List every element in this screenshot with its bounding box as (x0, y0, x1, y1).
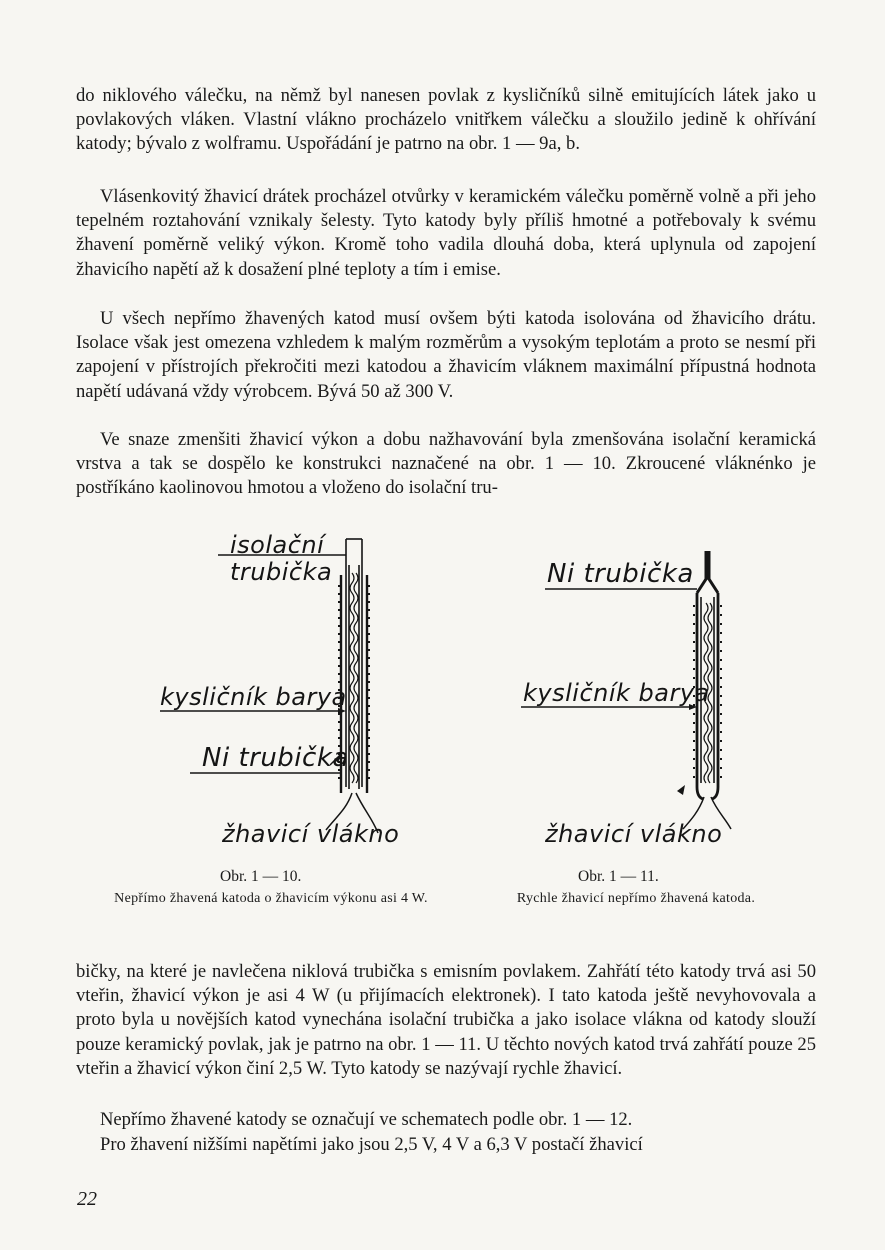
caption-number-1-11: Obr. 1 — 11. (578, 868, 659, 885)
label-barium-oxide: kysličník barya (523, 679, 710, 707)
paragraph-6: Nepřímo žhavené katody se označují ve schematech podle obr. 1 — 12. (100, 1109, 633, 1130)
paragraph-7: Pro žhavení nižšími napětími jako jsou 2,5 V, 4 V a 6,3 V postačí žhavicí (100, 1134, 643, 1155)
figure-1-11 (505, 525, 835, 848)
paragraph-4: Ve snaze zmenšiti žhavicí výkon a dobu nažhavování byla zmenšována isolační keramická vrstva a tak se dospělo ke konstrukci naznačené na obr. 1 — 10. Zkroucené vláknénko je postříkáno kaolinovou hmotou a vloženo do isolační tru- (76, 429, 816, 499)
paragraph-2: Vlásenkovitý žhavicí drátek procházel otvůrky v keramickém válečku poměrně volně a při jeho tepelném roztahování vznikaly šelesty. Tyto katody byly příliš hmotné a potřebovaly k svému žhavení poměrně veliký výkon. Kromě toho vadila dlouhá doba, která uplynula od zapojení žhavicího napětí až k dosažení plné teploty a tím i emise. (76, 186, 816, 280)
label-tube: trubička (230, 558, 333, 586)
label-ni-tube: Ni trubička (547, 559, 694, 589)
label-filament: žhavicí vlákno (222, 820, 400, 848)
paragraph-3: U všech nepřímo žhavených katod musí ovšem býti katoda isolována od žhavicího drátu. Isolace však jest omezena vzhledem k malým rozměrům a vysokým teplotám a proto se nesmí při zapojení v přístrojích překročiti mezi katodou a žhavicím vláknem maximální přípustná hodnota napětí udávaná vždy výrobcem. Bývá 50 až 300 V. (76, 308, 816, 402)
page-number: 22 (77, 1188, 97, 1210)
label-ni-tube: Ni trubička (202, 743, 349, 773)
label-isolation: isolační (230, 531, 325, 559)
caption-text-1-10: Nepřímo žhavená katoda o žhavicím výkonu asi 4 W. (114, 891, 428, 906)
paragraph-1: do niklového válečku, na němž byl nanesen povlak z kysličníků silně emitujících látek jako u povlakových vláken. Vlastní vlákno procházelo vnitřkem válečku a sloužilo jedině k ohřívání katody; bývalo z wolframu. Uspořádání je patrno na obr. 1 — 9a, b. (76, 85, 816, 155)
label-barium-oxide: kysličník barya (160, 683, 347, 711)
caption-number-1-10: Obr. 1 — 10. (220, 868, 302, 885)
label-filament: žhavicí vlákno (545, 820, 723, 848)
figure-1-10 (150, 525, 550, 848)
caption-text-1-11: Rychle žhavicí nepřímo žhavená katoda. (516, 891, 756, 906)
paragraph-5: bičky, na které je navlečena niklová trubička s emisním povlakem. Zahřátí této katody trvá asi 50 vteřin, žhavicí výkon je asi 4 W (u přijímacích elektronek). I tato katoda ještě nevyhovovala a proto byla u novějších katod vynechána isolační trubička a jako isolace vlákna od katody slouží pouze keramický povlak, jak je patrno na obr. 1 — 11. U těchto nových katod trvá zahřátí pouze 25 vteřin a žhavicí výkon činí 2,5 W. Tyto katody se nazývají rychle žhavicí. (76, 961, 816, 1079)
